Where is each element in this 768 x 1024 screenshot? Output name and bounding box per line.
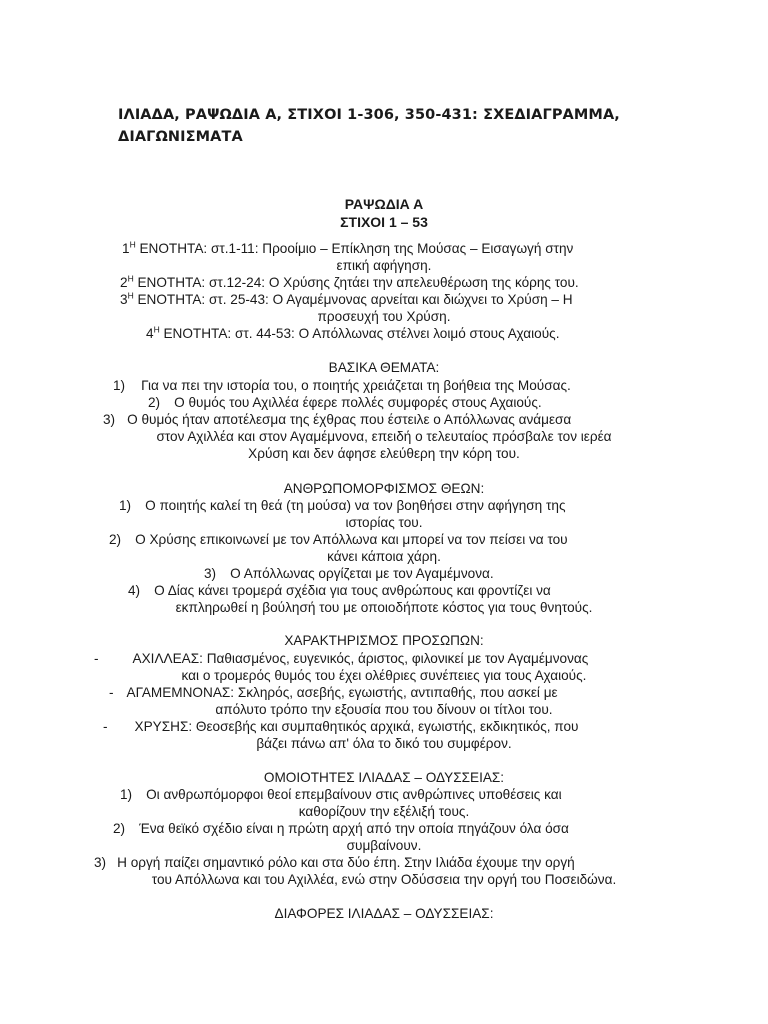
themes-heading: ΒΑΣΙΚΑ ΘΕΜΑΤΑ: [328, 360, 440, 375]
title-line-1: ΙΛΙΑΔΑ, ΡΑΨΩΔΙΑ Α, ΣΤΙΧΟΙ 1-306, 350-431: ΣΧΕΔΙΑΓΡΑΜΜΑ, [118, 107, 620, 123]
title-line-2: ΔΙΑΓΩΝΙΣΜΑΤΑ [118, 129, 243, 145]
anthro-2: 2) Ο Χρύσης επικοινωνεί με τον Απόλλωνα και μπορεί να τον πείσει να του [109, 532, 568, 547]
char-agamemnon-line-2: απόλυτο τρόπο την εξουσία που του δίνουν οι τίτλοι του. [215, 702, 553, 717]
verses-heading: ΣΤΙΧΟΙ 1 – 53 [340, 214, 428, 230]
similar-3: 3) Η οργή παίζει σημαντικό ρόλο και στα δύο έπη. Στην Ιλιάδα έχουμε την οργή [94, 855, 575, 870]
unit-1-cont: επική αφήγηση. [336, 258, 432, 273]
theme-2: 2) Ο θυμός του Αχιλλέα έφερε πολλές συμφορές στους Αχαιούς. [148, 395, 542, 410]
anthro-4: 4) Ο Δίας κάνει τρομερά σχέδια για τους ανθρώπους και φροντίζει να [128, 583, 551, 598]
similar-1-line-2: καθορίζουν την εξέλιξή τους. [298, 804, 470, 819]
unit-1: $1^H$ ΕΝΟΤΗΤΑ: στ.1-11: Προοίμιο – Επίκληση της Μούσας – Εισαγωγή στην [122, 239, 574, 256]
anthro-heading: ΑΝΘΡΩΠΟΜΟΡΦΙΣΜΟΣ ΘΕΩΝ: [283, 481, 485, 496]
differences-heading: ΔΙΑΦΟΡΕΣ ΙΛΙΑΔΑΣ – ΟΔΥΣΣΕΙΑΣ: [274, 906, 494, 921]
char-chryses-line-2: βάζει πάνω απ' όλα το δικό του συμφέρον. [256, 736, 512, 751]
section-heading [0, 195, 768, 231]
char-agamemnon: - ΑΓΑΜΕΜΝΟΝΑΣ: Σκληρός, ασεβής, εγωιστής, αντιπαθής, που ασκεί με [109, 685, 558, 700]
anthro-2-line-2: κάνει κάποια χάρη. [327, 549, 441, 564]
similar-2: 2) Ένα θεϊκό σχέδιο είναι η πρώτη αρχή από την οποία πηγάζουν όλα όσα [113, 821, 569, 836]
similar-3-line-2: του Απόλλωνα και του Αχιλλέα, ενώ στην Οδύσσεια την οργή του Ποσειδώνα. [151, 872, 617, 887]
unit-2: $2^H$ ΕΝΟΤΗΤΑ: στ.12-24: Ο Χρύσης ζητάει την απελευθέρωση της κόρης του. [120, 273, 579, 290]
unit-3-cont: προσευχή του Χρύση. [317, 309, 451, 324]
rhapsody-heading: ΡΑΨΩΔΙΑ Α [344, 196, 424, 212]
theme-3-line-2: στον Αχιλλέα και στον Αγαμέμνονα, επειδή ο τελευταίος πρόσβαλε τον ιερέα [156, 429, 612, 444]
document-title [118, 104, 678, 148]
char-achilles-line-2: και ο τρομερός θυμός του έχει ολέθριες συνέπειες για τους Αχαιούς. [181, 668, 587, 683]
unit-4: $4^H$ ΕΝΟΤΗΤΑ: στ. 44-53: Ο Απόλλωνας στέλνει λοιμό στους Αχαιούς. [146, 324, 560, 341]
chars-heading: ΧΑΡΑΚΤΗΡΙΣΜΟΣ ΠΡΟΣΩΠΩΝ: [284, 633, 484, 648]
theme-3-line-3: Χρύση και δεν άφησε ελεύθερη την κόρη του. [248, 446, 520, 461]
similar-heading: ΟΜΟΙΟΤΗΤΕΣ ΙΛΙΑΔΑΣ – ΟΔΥΣΣΕΙΑΣ: [263, 770, 505, 785]
anthro-1: 1) Ο ποιητής καλεί τη θεά (τη μούσα) να τον βοηθήσει στην αφήγηση της [119, 498, 566, 513]
anthro-4-line-2: εκπληρωθεί η βούλησή του με οποιοδήποτε κόστος για τους θνητούς. [175, 600, 593, 615]
similar-1: 1) Οι ανθρωπόμορφοι θεοί επεμβαίνουν στις ανθρώπινες υποθέσεις και [120, 787, 562, 802]
char-achilles: - ΑΧΙΛΛΕΑΣ: Παθιασμένος, ευγενικός, άριστος, φιλονικεί με τον Αγαμέμνονας [94, 651, 589, 666]
theme-3: 3) Ο θυμός ήταν αποτέλεσμα της έχθρας που έστειλε ο Απόλλωνας ανάμεσα [103, 412, 572, 427]
anthro-1-line-2: ιστορίας του. [345, 515, 423, 530]
similar-2-line-2: συμβαίνουν. [346, 838, 422, 853]
theme-1: 1) Για να πει την ιστορία του, ο ποιητής χρειάζεται τη βοήθεια της Μούσας. [113, 378, 571, 393]
unit-3: $3^H$ ΕΝΟΤΗΤΑ: στ. 25-43: Ο Αγαμέμνονας αρνείται και διώχνει το Χρύση – Η [120, 290, 573, 307]
anthro-3: 3) Ο Απόλλωνας οργίζεται με τον Αγαμέμνονα. [204, 566, 494, 581]
char-chryses: - ΧΡΥΣΗΣ: Θεοσεβής και συμπαθητικός αρχικά, εγωιστής, εκδικητικός, που [103, 719, 579, 734]
